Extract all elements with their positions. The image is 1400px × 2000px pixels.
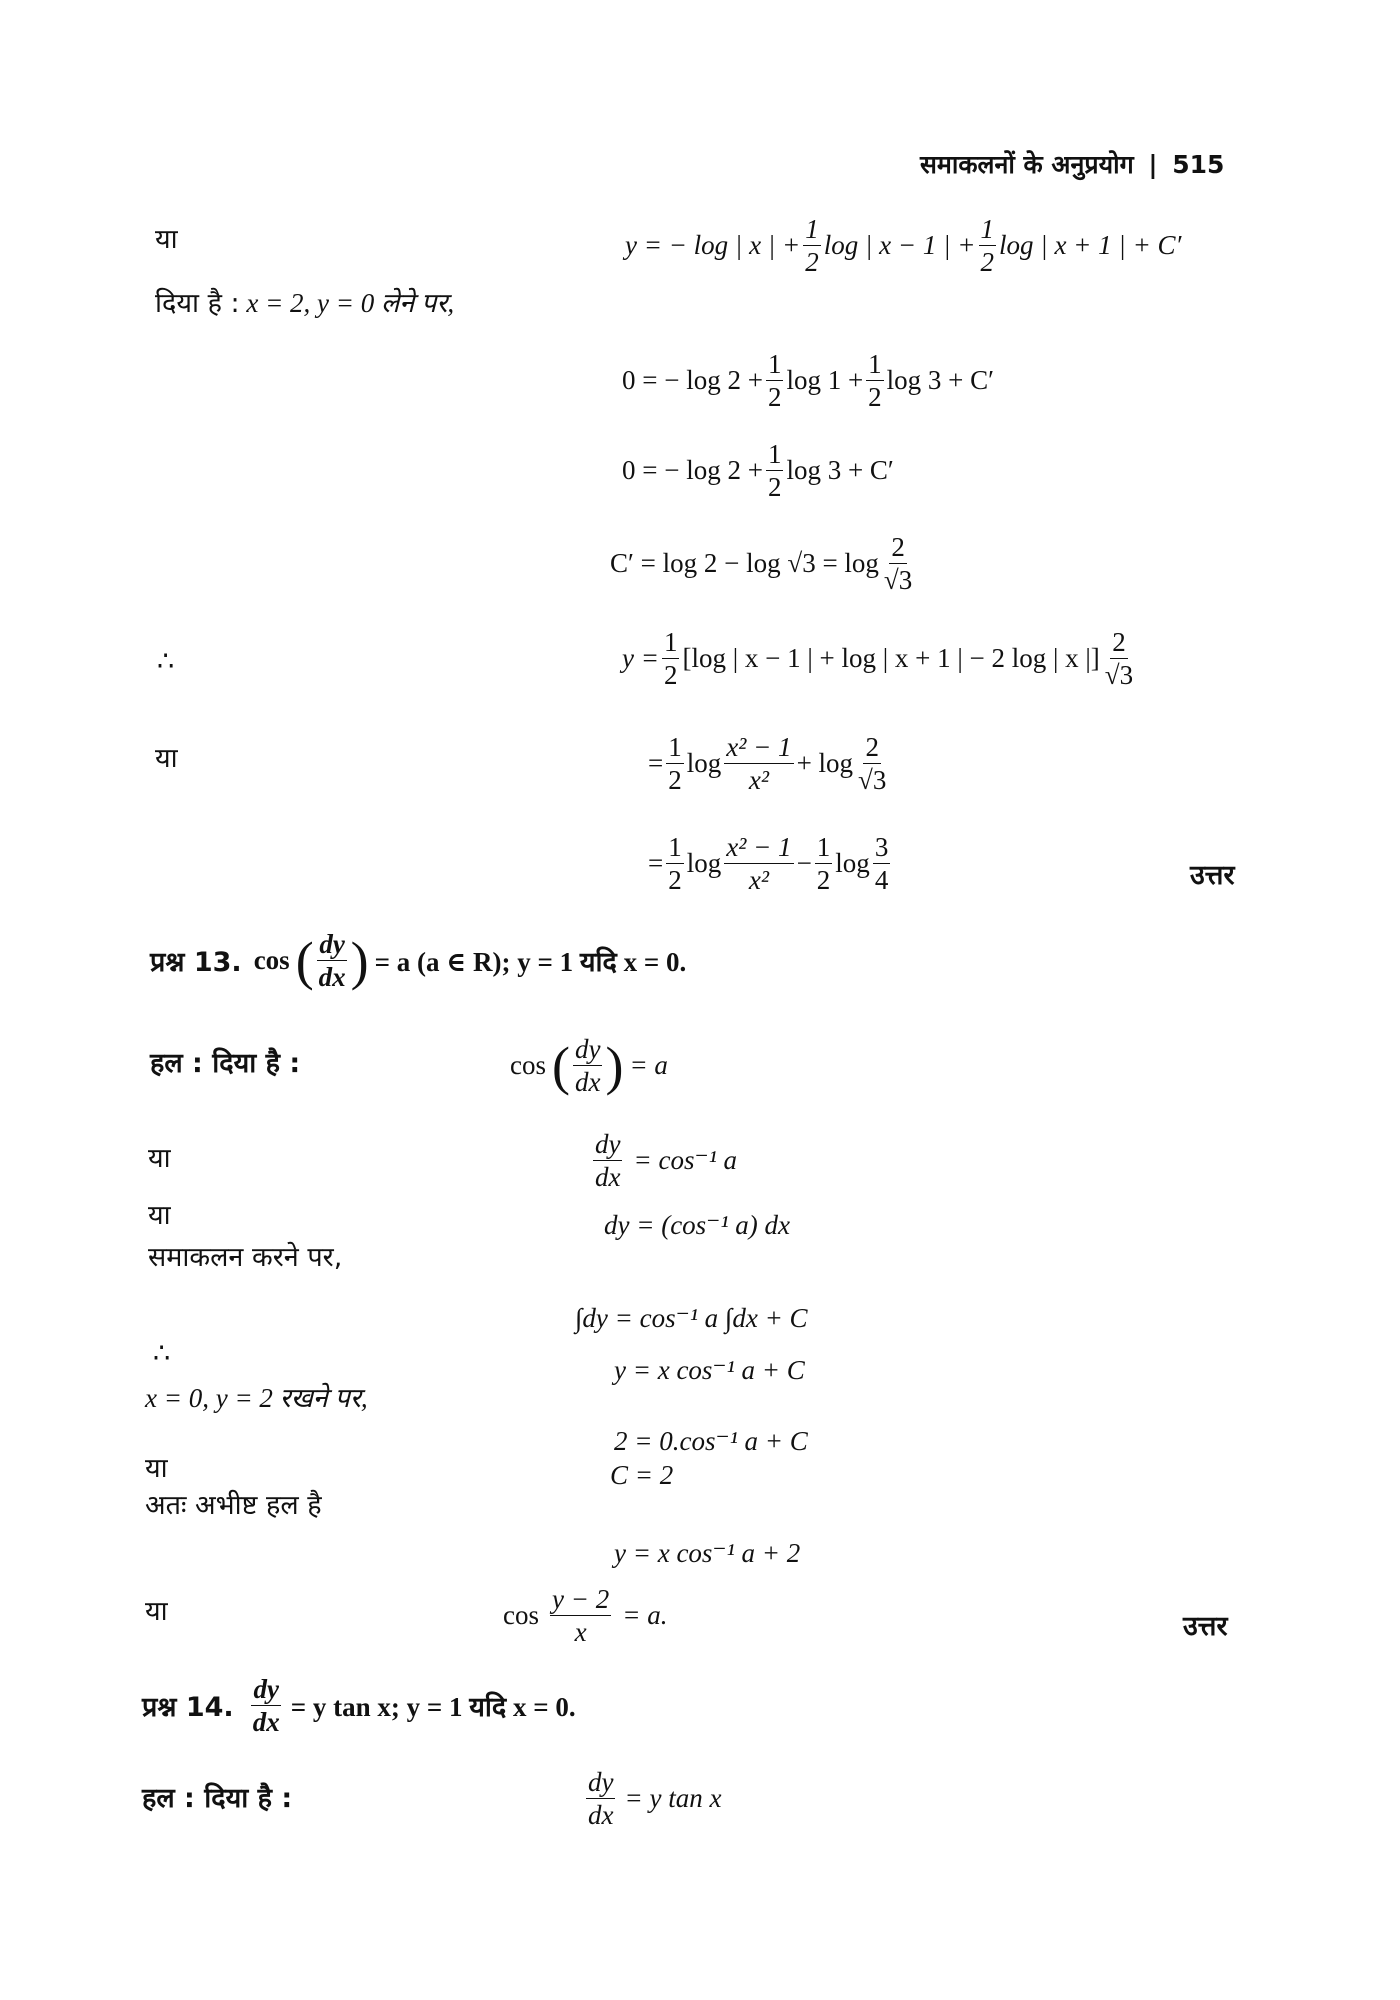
label-putting: x = 0, y = 2 रखने पर, — [145, 1383, 368, 1413]
label-ya: या — [155, 224, 178, 255]
step-4: ∫dy = cos⁻¹ a ∫dx + C — [575, 1303, 808, 1333]
label-required: अतः अभीष्ट हल है — [145, 1490, 322, 1521]
step-2: $\frac{dy}{dx}$ = cos⁻¹ a — [595, 1129, 738, 1193]
equation-2: 0 = − log 2 + $\frac{1}{2}$ log 1 + $\frac{1}{2}$ log 3 + C′ — [622, 349, 995, 413]
label-ya: या — [155, 743, 178, 774]
solution-label: हल : दिया है : — [142, 1783, 293, 1814]
equation-5: y = $\frac{1}{2}$ [log | x − 1 | + log | x + 1 | − 2 log | x |] $\frac{2}{√3}$ — [622, 627, 1134, 691]
equation-7: = $\frac{1}{2}$ log $\frac{\text{x² − 1}}{\text{x²}}$ − $\frac{1}{2}$ log $\frac{3}{4}$ — [648, 832, 889, 896]
question-13: प्रश्न 13. cos ( $\frac{dy}{dx}$ ) = a (a ∈ R); y = 1 यदि x = 0. — [150, 929, 687, 993]
equation-4: C′ = log 2 − log √3 = log $\frac{2}{√3}$ — [610, 532, 913, 596]
step-7: C = 2 — [610, 1460, 674, 1490]
therefore-symbol: ∴ — [157, 646, 175, 676]
step-q14-1: $\frac{dy}{dx}$ = y tan x — [588, 1767, 722, 1831]
label-ya: या — [148, 1200, 171, 1231]
step-8: y = x cos⁻¹ a + 2 — [614, 1538, 801, 1568]
running-header: समाकलनों के अनुप्रयोग | 515 — [920, 150, 1225, 179]
label-integrating: समाकलन करने पर, — [148, 1242, 343, 1273]
answer-mark: उत्तर — [1183, 1611, 1228, 1642]
step-3: dy = (cos⁻¹ a) dx — [604, 1210, 791, 1240]
answer-mark: उत्तर — [1190, 860, 1235, 891]
label-ya: या — [148, 1143, 171, 1174]
equation-6: = $\frac{1}{2}$ log $\frac{\text{x² − 1}}{\text{x²}}$ + log $\frac{2}{√3}$ — [648, 732, 887, 796]
equation-1: y = − log | x | + $\frac{1}{2}$ log | x − 1 | + $\frac{1}{2}$ log | x + 1 | + C′ — [625, 214, 1182, 278]
step-5: y = x cos⁻¹ a + C — [614, 1355, 805, 1385]
label-ya: या — [145, 1596, 168, 1627]
equation-3: 0 = − log 2 + $\frac{1}{2}$ log 3 + C′ — [622, 439, 894, 503]
step-9: cos $\frac{y - 2}{x}$ = a. — [503, 1584, 668, 1648]
solution-label: हल : दिया है : — [150, 1048, 301, 1079]
therefore-symbol: ∴ — [153, 1338, 171, 1368]
question-14: प्रश्न 14. $\frac{dy}{dx}$ = y tan x; y = 1 यदि x = 0. — [142, 1674, 576, 1738]
label-ya: या — [145, 1453, 168, 1484]
step-1: cos ( $\frac{dy}{dx}$ ) = a — [510, 1034, 668, 1098]
page-number: 515 — [1172, 150, 1225, 179]
chapter-title: समाकलनों के अनुप्रयोग — [920, 150, 1134, 179]
step-6: 2 = 0.cos⁻¹ a + C — [614, 1426, 808, 1456]
label-given: दिया है : x = 2, y = 0 लेने पर, — [155, 288, 455, 319]
